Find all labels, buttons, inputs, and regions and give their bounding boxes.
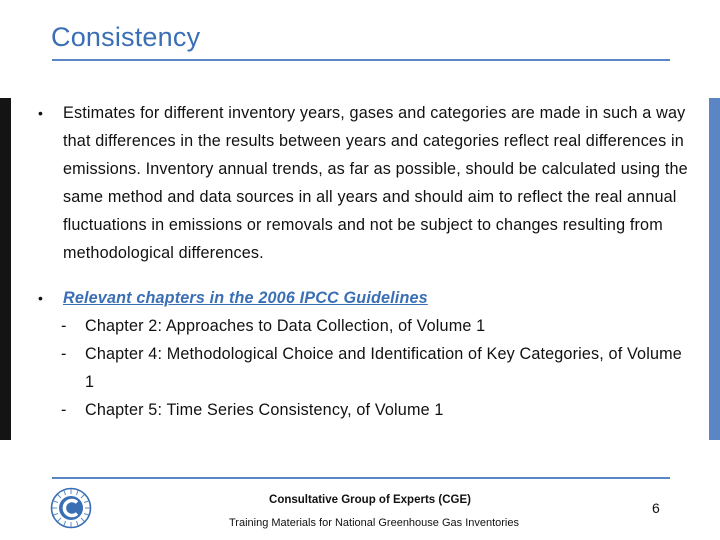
bullet-dot: • — [38, 290, 44, 306]
relevant-chapters-link[interactable]: Relevant chapters in the 2006 IPCC Guidelines — [63, 289, 428, 307]
sub-dash: - — [61, 401, 67, 419]
page-number: 6 — [652, 500, 660, 516]
bullet-relevant-chapters — [38, 284, 688, 312]
sub-item-text: Chapter 2: Approaches to Data Collection, of Volume 1 — [85, 317, 486, 335]
bullet-consistency-definition — [38, 99, 688, 267]
sub-item-chapter-4 — [38, 340, 688, 396]
sub-dash: - — [61, 345, 67, 363]
sub-item-chapter-2 — [38, 312, 688, 340]
bullet-dot: • — [38, 105, 44, 121]
right-accent-bar — [709, 98, 720, 440]
footer-subtitle: Training Materials for National Greenhouse Gas Inventories — [228, 517, 519, 529]
slide-title: Consistency — [51, 22, 201, 52]
bullet-text: Estimates for different inventory years, gases and categories are made in such a way that differences in the results between years and categories reflect real differences in emissions. Inventory annual trends, as far as possible, should be calculated using the same method and data sources in all years and should aim to reflect the real annual fluctuations in emissions or removals and not be subject to changes resulting from methodological differences. — [63, 104, 688, 262]
unfccc-logo-icon — [50, 487, 92, 529]
footer-organization: Consultative Group of Experts (CGE) — [269, 494, 471, 506]
left-accent-bar — [0, 98, 11, 440]
title-divider — [52, 59, 670, 61]
sub-dash: - — [61, 317, 67, 335]
sub-item-text: Chapter 5: Time Series Consistency, of Volume 1 — [85, 401, 444, 419]
footer-divider — [52, 477, 670, 479]
slide-body — [38, 99, 688, 424]
sub-item-chapter-5 — [38, 396, 688, 424]
sub-item-text: Chapter 4: Methodological Choice and Identification of Key Categories, of Volume 1 — [85, 345, 682, 391]
